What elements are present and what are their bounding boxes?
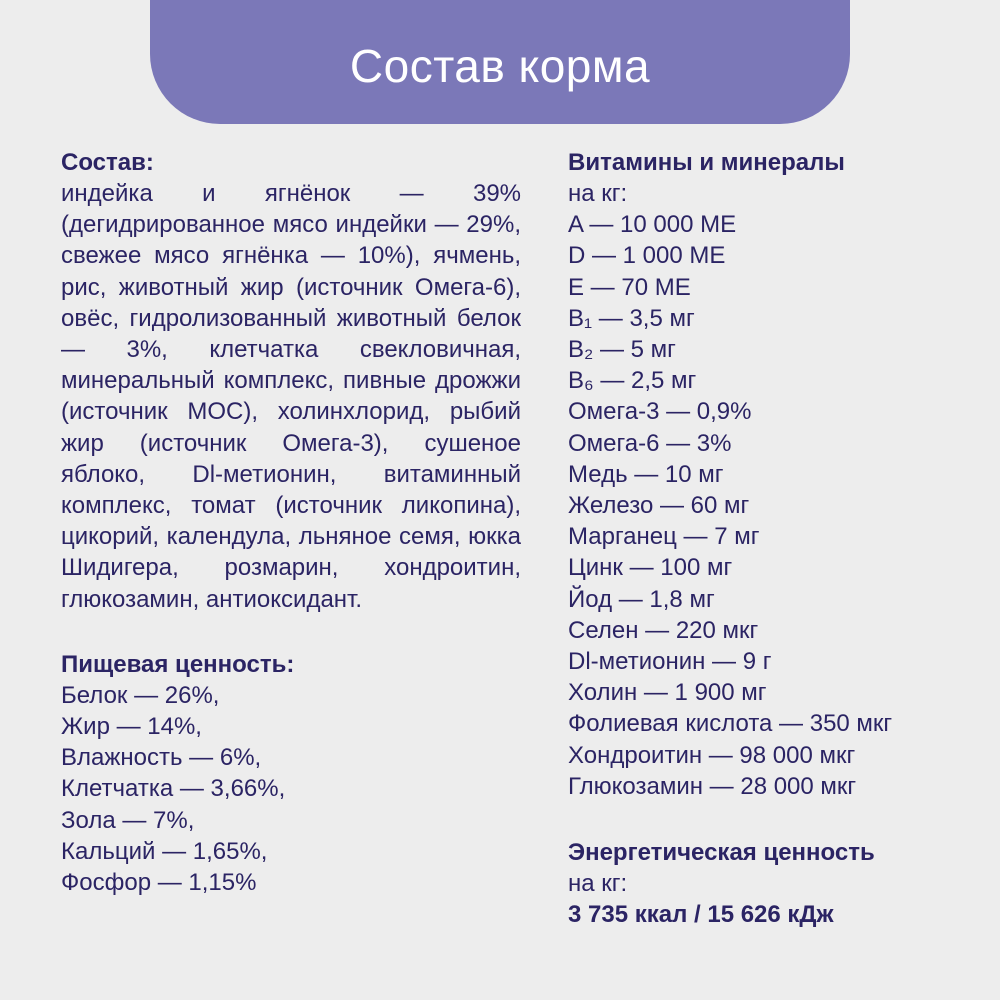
vitamin-item: Глюкозамин — 28 000 мкг (568, 772, 857, 800)
nutrition-item: Влажность — 6%, (61, 744, 262, 772)
vitamin-item: Фолиевая кислота — 350 мкг (568, 710, 893, 738)
composition-text: индейка и ягнёнок — 39% (дегидрированное мясо индейки — 29%, свежее мясо ягнёнка — 10%), ячмень, рис, животный жир (источник Омега-6), овёс, гидролизованный животный белок — 3%, клетчатка свекловичная, минеральный комплекс, пивные дрожжи (источник МОС), холинхлорид, рыбий жир (источник Омега-3), сушеное яблоко, Dl-метионин, витаминный комплекс, томат (источник ликопина), цикорий, календула, льняное семя, юкка Шидигера, розмарин, хондроитин, глюкозамин, антиоксидант. (61, 180, 521, 613)
vitamin-item: Хондроитин — 98 000 мкг (568, 741, 856, 769)
nutrition-item: Клетчатка — 3,66%, (61, 775, 286, 803)
vitamin-item: Омега-3 — 0,9% (568, 398, 752, 426)
vitamins-list (568, 209, 988, 802)
vitamin-item: Медь — 10 мг (568, 460, 724, 488)
vitamin-item: Dl-метионин — 9 г (568, 648, 772, 676)
vitamins-heading: Витамины и минералы (568, 149, 845, 176)
vitamin-item: Холин — 1 900 мг (568, 679, 767, 707)
vitamin-item: B₆ — 2,5 мг (568, 367, 697, 395)
vitamins-subheading: на кг: (568, 180, 628, 207)
vitamin-item: Цинк — 100 мг (568, 554, 733, 582)
nutrition-list (61, 680, 521, 898)
vitamin-item: Селен — 220 мкг (568, 616, 759, 644)
energy-heading: Энергетическая ценность (568, 839, 875, 867)
vitamin-item: A — 10 000 МЕ (568, 211, 737, 239)
nutrition-item: Фосфор — 1,15% (61, 869, 257, 897)
header-banner (150, 0, 850, 124)
vitamin-item: E — 70 МЕ (568, 273, 691, 301)
vitamin-item: Железо — 60 мг (568, 492, 750, 520)
vitamin-item: B₂ — 5 мг (568, 336, 676, 364)
composition-heading: Состав: (61, 149, 154, 176)
left-column (61, 147, 521, 898)
energy-value: 3 735 ккал / 15 626 кДж (568, 901, 834, 929)
energy-subheading: на кг: (568, 870, 628, 898)
nutrition-item: Жир — 14%, (61, 713, 202, 741)
vitamin-item: B₁ — 3,5 мг (568, 304, 695, 332)
nutrition-heading: Пищевая ценность: (61, 650, 295, 678)
page-title: Состав корма (349, 40, 651, 92)
nutrition-item: Белок — 26%, (61, 681, 220, 709)
vitamin-item: D — 1 000 МЕ (568, 242, 726, 270)
nutrition-item: Зола — 7%, (61, 806, 195, 834)
nutrition-item: Кальций — 1,65%, (61, 837, 268, 865)
vitamin-item: Омега-6 — 3% (568, 429, 732, 457)
vitamin-item: Йод — 1,8 мг (568, 585, 715, 613)
right-column (568, 147, 988, 930)
vitamin-item: Марганец — 7 мг (568, 523, 760, 551)
